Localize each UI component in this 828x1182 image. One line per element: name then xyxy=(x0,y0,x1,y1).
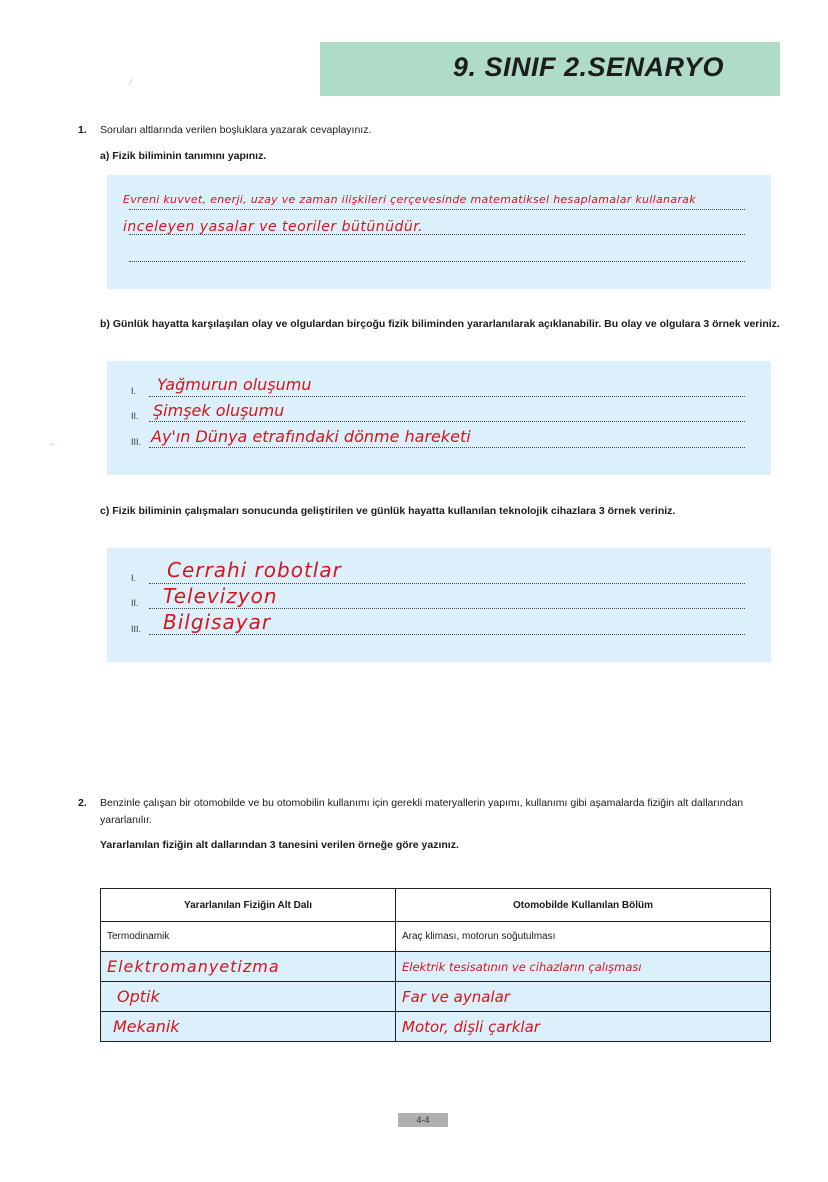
handwritten-cell: Elektrik tesisatının ve cihazların çalışması xyxy=(396,952,771,982)
handwritten-answer: Ay'ın Dünya etrafındaki dönme hareketi xyxy=(151,427,471,446)
table-row xyxy=(101,952,771,982)
stray-mark: ⁄ xyxy=(130,78,132,87)
question-prompt: Soruları altlarında verilen boşluklara yazarak cevaplayınız. xyxy=(100,124,372,136)
table-row-example xyxy=(101,922,771,952)
handwritten-answer: Televizyon xyxy=(163,584,278,608)
handwritten-answer: Yağmurun oluşumu xyxy=(157,375,312,394)
page-title: 9. SINIF 2.SENARYO xyxy=(452,52,724,82)
page-number: 4-4 xyxy=(398,1113,448,1127)
question-instruction: Yararlanılan fiziğin alt dallarından 3 tanesini verilen örneğe göre yazınız. xyxy=(100,839,459,851)
handwritten-cell: Elektromanyetizma xyxy=(101,952,396,982)
answer-line xyxy=(149,608,745,609)
column-header: Yararlanılan Fiziğin Alt Dalı xyxy=(101,889,396,922)
table-cell: Araç kliması, motorun soğutulması xyxy=(396,922,771,952)
subquestion-a: a) Fizik biliminin tanımını yapınız. xyxy=(100,150,267,162)
roman-numeral: I. xyxy=(131,573,137,583)
answer-line xyxy=(149,421,745,422)
column-header: Otomobilde Kullanılan Bölüm xyxy=(396,889,771,922)
handwritten-answer: Şimşek oluşumu xyxy=(153,401,285,420)
table-header-row xyxy=(101,889,771,922)
table-cell: Termodinamik xyxy=(101,922,396,952)
answer-line xyxy=(149,634,745,635)
roman-numeral: II. xyxy=(131,411,139,421)
header-band xyxy=(320,42,780,96)
subquestion-c: c) Fizik biliminin çalışmaları sonucunda geliştirilen ve günlük hayatta kullanılan teknolojik cihazlara 3 örnek veriniz. xyxy=(100,505,676,517)
roman-numeral: III. xyxy=(131,437,142,447)
question-number: 1. xyxy=(78,124,87,136)
question-prompt: Benzinle çalışan bir otomobilde ve bu otomobilin kullanımı için gerekli materyallerin yapımı, kullanımı gibi aşamalarda fiziğin alt dallarından yararlanılır. xyxy=(100,797,744,826)
answer-line xyxy=(129,209,745,210)
answer-line xyxy=(149,447,745,448)
table-row xyxy=(101,982,771,1012)
handwritten-answer: Bilgisayar xyxy=(163,610,272,634)
handwritten-answer: Evreni kuvvet, enerji, uzay ve zaman ilişkileri çerçevesinde matematiksel hesaplamalar kullanarak xyxy=(123,193,696,206)
handwritten-cell: Mekanik xyxy=(101,1012,396,1042)
answer-box-b xyxy=(107,361,771,475)
answer-line xyxy=(149,396,745,397)
handwritten-cell: Optik xyxy=(101,982,396,1012)
stray-mark: · xyxy=(50,440,53,449)
question-number: 2. xyxy=(78,797,87,809)
handwritten-cell: Far ve aynalar xyxy=(396,982,771,1012)
answer-box-a xyxy=(107,175,771,289)
handwritten-cell: Motor, dişli çarklar xyxy=(396,1012,771,1042)
handwritten-answer: inceleyen yasalar ve teoriler bütünüdür. xyxy=(123,219,424,235)
answer-line xyxy=(129,261,745,262)
table-row xyxy=(101,1012,771,1042)
handwritten-answer: Cerrahi robotlar xyxy=(167,558,342,582)
physics-branch-table xyxy=(100,888,771,1042)
roman-numeral: I. xyxy=(131,386,137,396)
roman-numeral: III. xyxy=(131,624,142,634)
answer-box-c xyxy=(107,548,771,662)
roman-numeral: II. xyxy=(131,598,139,608)
subquestion-b: b) Günlük hayatta karşılaşılan olay ve olgulardan birçoğu fizik biliminden yararlanılarak açıklanabilir. Bu olay ve olgulara 3 örnek veriniz. xyxy=(100,318,780,330)
